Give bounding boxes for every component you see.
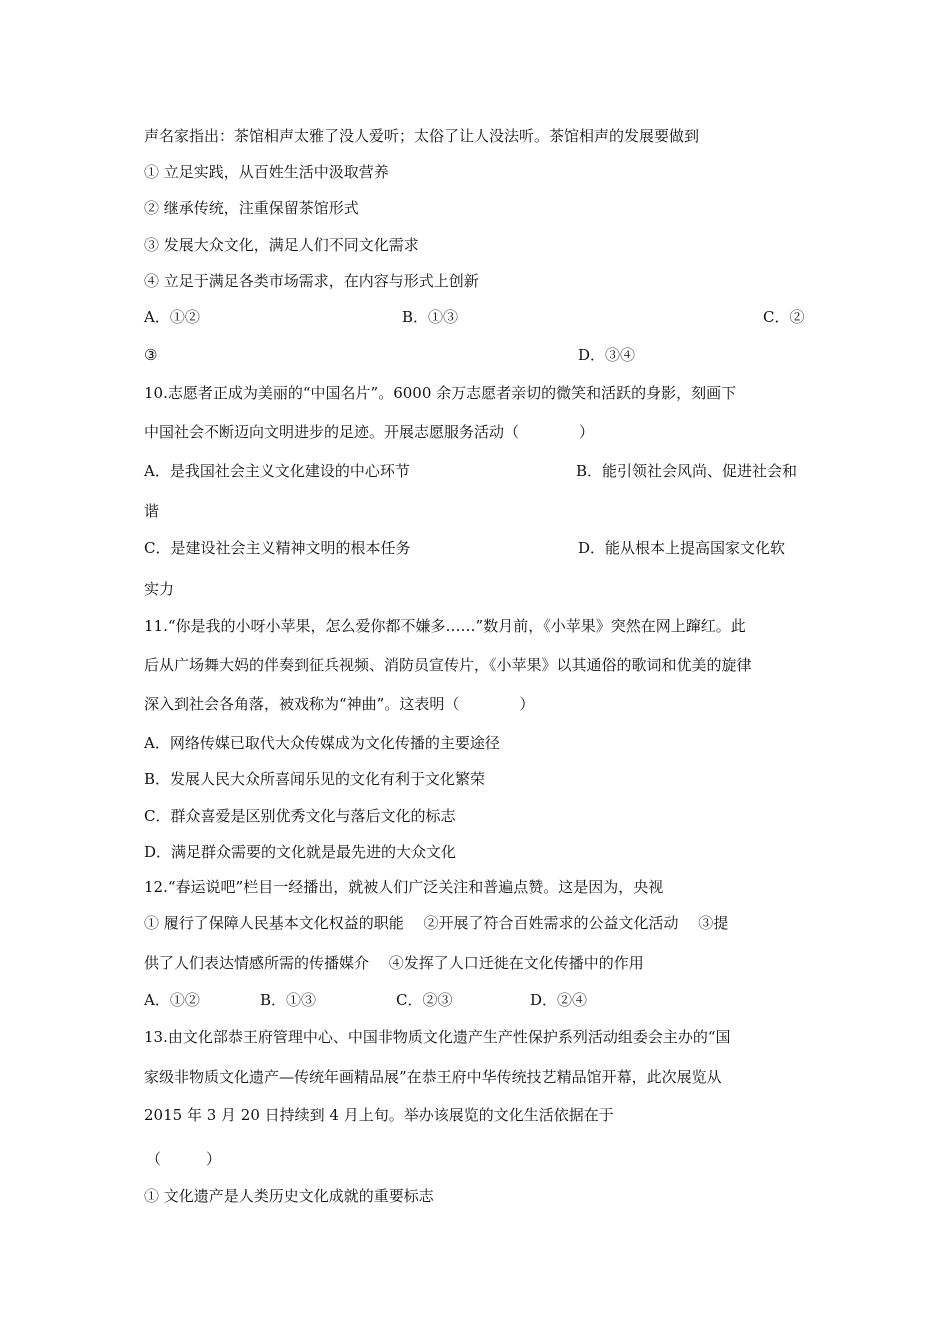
q9-option-a: A．①② — [144, 308, 200, 326]
q10-option-b: B．能引领社会风尚、促进社会和 — [576, 462, 798, 480]
q12-option-c: C．②③ — [396, 991, 453, 1009]
q9-option-c: C．② — [763, 308, 805, 326]
q12-items-line-2: 供了人们表达情感所需的传播媒介 ④发挥了人口迁徙在文化传播中的作用 — [144, 954, 644, 972]
q9-stem: 声名家指出：茶馆相声太雅了没人爱听；太俗了让人没法听。茶馆相声的发展要做到 — [144, 127, 700, 145]
q12-option-d: D．②④ — [530, 991, 588, 1009]
q9-option-b: B．①③ — [402, 308, 459, 326]
q11-option-d: D．满足群众需要的文化就是最先进的大众文化 — [144, 843, 457, 861]
q10-option-d-wrap: 实力 — [144, 580, 175, 598]
q10-stem-line-2: 中国社会不断迈向文明进步的足迹。开展志愿服务活动（ ） — [144, 423, 595, 441]
q11-stem-line-2: 后从广场舞大妈的伴奏到征兵视频、消防员宣传片，《小苹果》以其通俗的歌词和优美的旋律 — [144, 656, 752, 674]
q13-stem-line-1: 13.由文化部恭王府管理中心、中国非物质文化遗产生产性保护系列活动组委会主办的“国 — [144, 1028, 731, 1046]
q10-option-a: A．是我国社会主义文化建设的中心环节 — [144, 462, 410, 480]
q11-stem-line-1: 11.“你是我的小呀小苹果，怎么爱你都不嫌多……”数月前，《小苹果》突然在网上蹿红。此 — [144, 617, 746, 635]
q9-item-1: ① 立足实践，从百姓生活中汲取营养 — [144, 163, 389, 181]
q11-stem-line-3: 深入到社会各角落，被戏称为“神曲”。这表明（ ） — [144, 695, 535, 713]
q10-option-b-wrap: 谐 — [144, 502, 160, 520]
q9-item-3: ③ 发展大众文化，满足人们不同文化需求 — [144, 236, 419, 254]
q9-item-4: ④ 立足于满足各类市场需求，在内容与形式上创新 — [144, 272, 479, 290]
q11-option-b: B．发展人民大众所喜闻乐见的文化有利于文化繁荣 — [144, 770, 486, 788]
q12-option-a: A．①② — [144, 991, 200, 1009]
q13-answer-paren: （ ） — [146, 1150, 222, 1168]
q11-option-a: A．网络传媒已取代大众传媒成为文化传播的主要途径 — [144, 734, 500, 752]
q10-stem-line-1: 10.志愿者正成为美丽的“中国名片”。6000 余万志愿者亲切的微笑和活跃的身影，刻画下 — [144, 384, 737, 402]
q12-option-b: B．①③ — [260, 991, 317, 1009]
q12-stem: 12.“春运说吧”栏目一经播出，就被人们广泛关注和普遍点赞。这是因为，央视 — [144, 878, 664, 896]
q9-item-2: ② 继承传统，注重保留茶馆形式 — [144, 199, 359, 217]
q10-option-d: D．能从根本上提高国家文化软 — [578, 539, 786, 557]
q13-stem-line-2: 家级非物质文化遗产—传统年画精品展”在恭王府中华传统技艺精品馆开幕，此次展览从 — [144, 1068, 722, 1086]
q11-option-c: C．群众喜爱是区别优秀文化与落后文化的标志 — [144, 807, 456, 825]
q10-option-c: C．是建设社会主义精神文明的根本任务 — [144, 539, 411, 557]
q9-option-c-wrap: ③ — [144, 346, 158, 364]
q13-stem-line-3: 2015 年 3 月 20 日持续到 4 月上旬。举办该展览的文化生活依据在于 — [144, 1106, 614, 1124]
q12-items-line-1: ① 履行了保障人民基本文化权益的职能 ②开展了符合百姓需求的公益文化活动 ③提 — [144, 914, 729, 932]
q13-item-1: ① 文化遗产是人类历史文化成就的重要标志 — [144, 1187, 434, 1205]
q9-option-d: D．③④ — [578, 346, 636, 364]
